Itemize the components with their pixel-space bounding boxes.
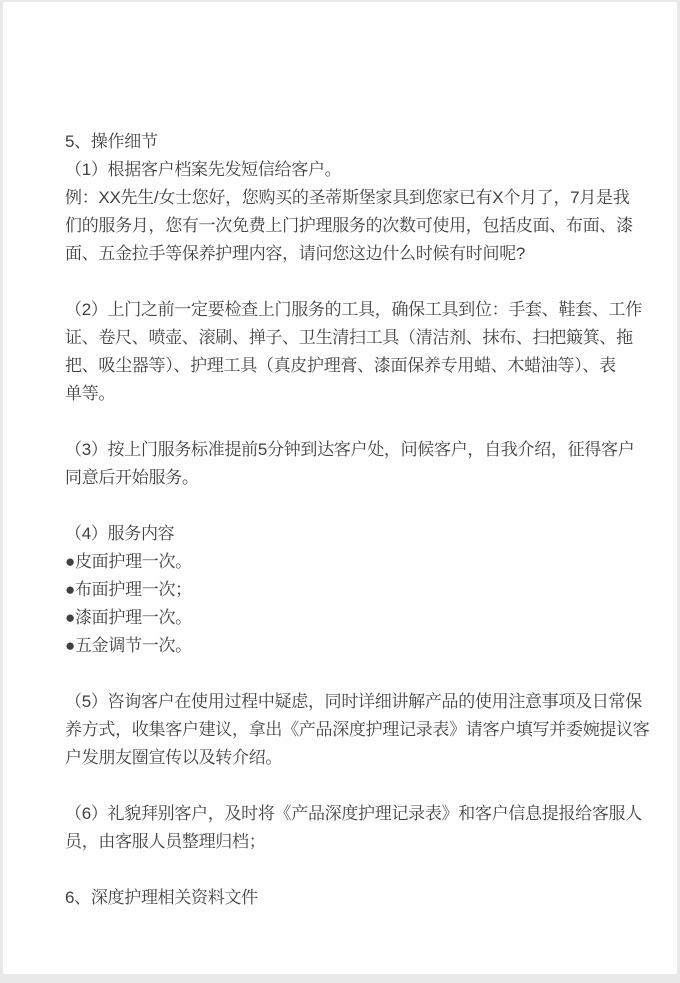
heading-line: 5、操作细节 — [65, 132, 158, 151]
doc-line: 证、卷尺、喷壶、滚刷、掸子、卫生清扫工具（清洁剂、抹布、扫把簸箕、拖 — [65, 328, 633, 347]
doc-line: 们的服务月，您有一次免费上门护理服务的次数可使用，包括皮面、布面、漆 — [65, 216, 633, 235]
doc-line: 把、吸尘器等）、护理工具（真皮护理膏、漆面保养专用蜡、木蜡油等）、表 — [65, 356, 616, 375]
bullet-item: ●漆面护理一次。 — [65, 608, 192, 627]
paragraph-example-sms — [65, 184, 633, 268]
heading-line: 6、深度护理相关资料文件 — [65, 888, 258, 907]
doc-line: 员，由客服人员整理归档； — [65, 832, 266, 851]
paragraph-4-heading — [65, 520, 625, 548]
doc-line: （6）礼貌拜别客户，及时将《产品深度护理记录表》和客户信息提报给客服人 — [65, 804, 642, 823]
document-body — [65, 128, 650, 912]
document-paper — [3, 2, 677, 974]
doc-line: 单等。 — [65, 384, 116, 403]
bullet-item: ●皮面护理一次。 — [65, 552, 192, 571]
paragraph-1 — [65, 156, 625, 184]
doc-line: （2）上门之前一定要检查上门服务的工具，确保工具到位：手套、鞋套、工作 — [65, 300, 642, 319]
doc-line: （1）根据客户档案先发短信给客户。 — [65, 160, 342, 179]
bullet-item: ●布面护理一次； — [65, 580, 192, 599]
paragraph-5 — [65, 688, 650, 772]
doc-line: （3）按上门服务标准提前5分钟到达客户处，问候客户，自我介绍，征得客户 — [65, 440, 635, 459]
doc-line: （5）咨询客户在使用过程中疑虑，同时详细讲解产品的使用注意事项及日常保 — [65, 692, 642, 711]
doc-line: 例：XX先生/女士您好，您购买的圣蒂斯堡家具到您家已有X个月了，7月是我 — [65, 188, 630, 207]
bullet-item: ●五金调节一次。 — [65, 636, 192, 655]
section-5-heading — [65, 128, 625, 156]
doc-line: （4）服务内容 — [65, 524, 175, 543]
doc-line: 同意后开始服务。 — [65, 468, 199, 487]
doc-line: 养方式，收集客户建议，拿出《产品深度护理记录表》请客户填写并委婉提议客 — [65, 720, 650, 739]
paragraph-2 — [65, 296, 642, 408]
section-6-heading — [65, 884, 625, 912]
paragraph-3 — [65, 436, 635, 492]
doc-line: 面、五金拉手等保养护理内容，请问您这边什么时候有时间呢? — [65, 244, 526, 263]
bullet-list-service-items — [65, 548, 625, 660]
doc-line: 户发朋友圈宣传以及转介绍。 — [65, 748, 283, 767]
paragraph-6 — [65, 800, 642, 856]
